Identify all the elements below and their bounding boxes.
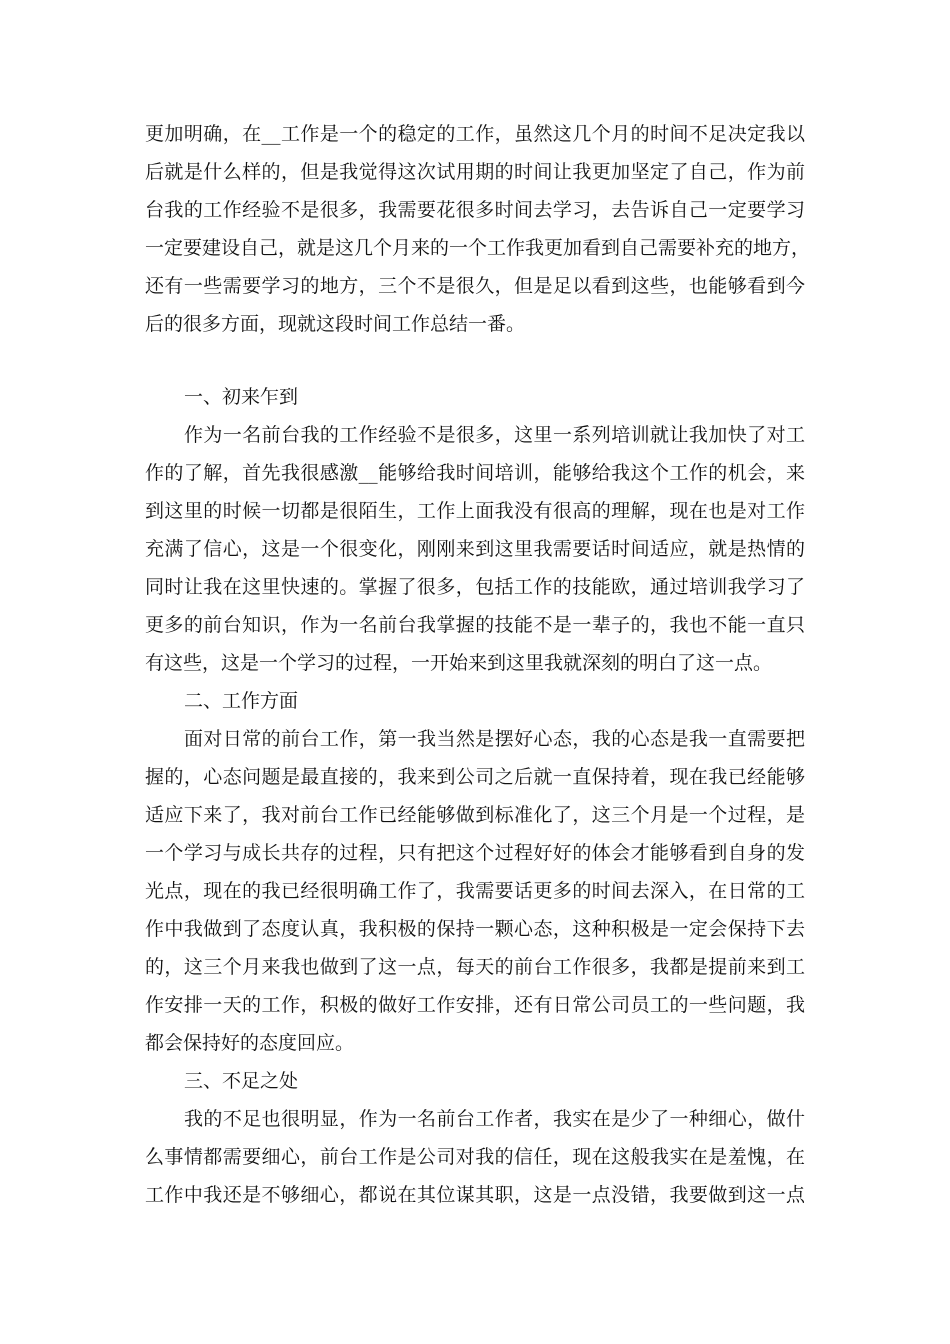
paragraph-line: 作安排一天的工作，积极的做好工作安排，还有日常公司员工的一些问题，我 xyxy=(145,994,805,1016)
paragraph-line: 同时让我在这里快速的。掌握了很多，包括工作的技能欧，通过培训我学习了 xyxy=(145,576,805,598)
section-heading: 一、初来乍到 xyxy=(184,386,299,408)
paragraph-line: 我的不足也很明显，作为一名前台工作者，我实在是少了一种细心，做什 xyxy=(184,1108,805,1130)
paragraph-line: 握的，心态问题是最直接的，我来到公司之后就一直保持着，现在我已经能够 xyxy=(145,766,805,788)
intro-line: 后就是什么样的，但是我觉得这次试用期的时间让我更加坚定了自己，作为前 xyxy=(145,161,805,183)
paragraph-line: 面对日常的前台工作，第一我当然是摆好心态，我的心态是我一直需要把 xyxy=(184,728,805,750)
paragraph-line: 作为一名前台我的工作经验不是很多，这里一系列培训就让我加快了对工 xyxy=(184,424,805,446)
paragraph-line: 么事情都需要细心，前台工作是公司对我的信任，现在这般我实在是羞愧，在 xyxy=(145,1146,805,1168)
paragraph-line: 作中我做到了态度认真，我积极的保持一颗心态，这种积极是一定会保持下去 xyxy=(145,918,805,940)
intro-line: 一定要建设自己，就是这几个月来的一个工作我更加看到自己需要补充的地方， xyxy=(145,237,811,259)
paragraph-line: 的，这三个月来我也做到了这一点，每天的前台工作很多，我都是提前来到工 xyxy=(145,956,805,978)
section-heading: 二、工作方面 xyxy=(184,690,299,712)
intro-line: 更加明确，在__工作是一个的稳定的工作，虽然这几个月的时间不足决定我以 xyxy=(145,123,805,145)
paragraph-line: 更多的前台知识，作为一名前台我掌握的技能不是一辈子的，我也不能一直只 xyxy=(145,614,805,636)
intro-line: 台我的工作经验不是很多，我需要花很多时间去学习，去告诉自己一定要学习 xyxy=(145,199,805,221)
paragraph-line: 有这些，这是一个学习的过程，一开始来到这里我就深刻的明白了这一点。 xyxy=(145,652,773,674)
intro-line: 后的很多方面，现就这段时间工作总结一番。 xyxy=(145,313,526,335)
paragraph-line: 适应下来了，我对前台工作已经能够做到标准化了，这三个月是一个过程，是 xyxy=(145,804,805,826)
paragraph-line: 一个学习与成长共存的过程，只有把这个过程好好的体会才能够看到自身的发 xyxy=(145,842,805,864)
paragraph-line: 工作中我还是不够细心，都说在其位谋其职，这是一点没错，我要做到这一点 xyxy=(145,1184,805,1206)
paragraph-line: 作的了解，首先我很感激__能够给我时间培训，能够给我这个工作的机会，来 xyxy=(145,462,805,484)
section-heading: 三、不足之处 xyxy=(184,1070,299,1092)
intro-line: 还有一些需要学习的地方，三个不是很久，但是足以看到这些，也能够看到今 xyxy=(145,275,805,297)
paragraph-line: 光点，现在的我已经很明确工作了，我需要话更多的时间去深入，在日常的工 xyxy=(145,880,805,902)
paragraph-line: 充满了信心，这是一个很变化，刚刚来到这里我需要话时间适应，就是热情的 xyxy=(145,538,805,560)
paragraph-line: 都会保持好的态度回应。 xyxy=(145,1032,355,1054)
paragraph-line: 到这里的时候一切都是很陌生，工作上面我没有很高的理解，现在也是对工作 xyxy=(145,500,805,522)
